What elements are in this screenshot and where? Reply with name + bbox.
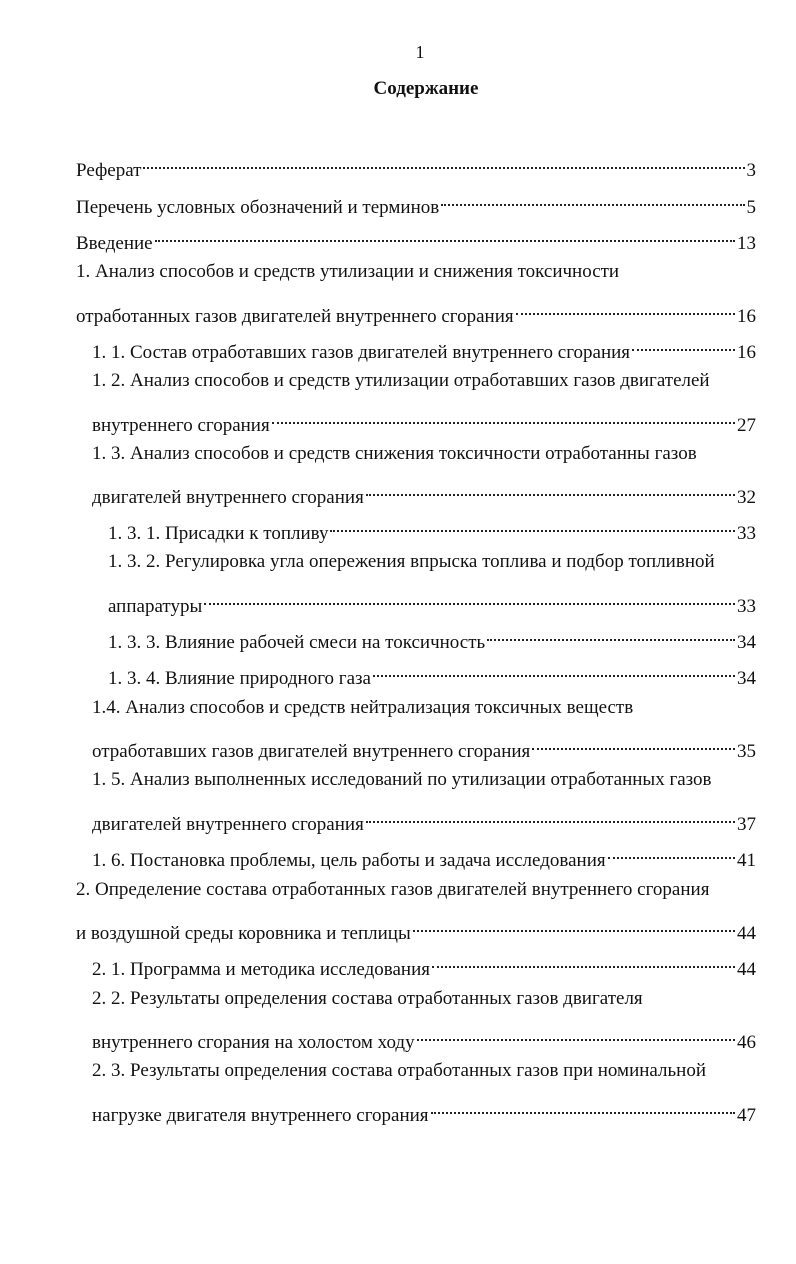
toc-entry-text: 1. 6. Постановка проблемы, цель работы и задача исследования [92,850,606,871]
dot-leader [366,804,735,830]
toc-entry-text: 1. 5. Анализ выполненных исследований по утилизации отработанных газов [92,769,712,790]
toc-entry [92,767,712,793]
dot-leader [432,949,735,975]
toc-entry-text: 2. Определение состава отработанных газов двигателей внутреннего сгорания [76,879,710,900]
toc-entry-text: отработавших газов двигателей внутреннего сгорания [92,741,531,762]
toc-entry-text: 1. 1. Состав отработавших газов двигателей внутреннего сгорания [92,342,631,363]
dot-leader [413,913,735,939]
dot-leader [330,513,735,539]
toc-entry [76,259,619,285]
toc-entry [92,840,756,871]
dot-leader [431,1095,735,1121]
toc-entry-text: 1. 3. 1. Присадки к топливу [108,523,329,544]
toc-entry-text: 1. 3. 2. Регулировка угла опережения впрыска топлива и подбор топливной [108,551,715,572]
toc-entry-text: 1. 3. Анализ способов и средств снижения токсичности отработанны газов [92,443,697,464]
toc-entry [92,1058,706,1084]
toc-entry-page: 35 [737,741,756,762]
toc-entry-text: 1. 3. 3. Влияние рабочей смеси на токсичность [108,632,486,653]
toc-entry-page: 33 [737,523,756,544]
toc-entry-page: 37 [737,814,756,835]
toc-entry-page: 16 [737,306,756,327]
toc-entry [108,622,756,653]
toc-entry [76,296,756,327]
toc-entry-text: 2. 1. Программа и методика исследования [92,959,430,980]
toc-entry-page: 47 [737,1105,756,1126]
toc-entry [92,1022,756,1053]
dot-leader [441,187,744,213]
toc-entry-page: 32 [737,487,756,508]
toc-entry-page: 16 [737,342,756,363]
toc-entry [108,658,756,689]
toc-entry-text: 1. Анализ способов и средств утилизации и снижения токсичности [76,261,620,282]
toc-entry-text: 1. 2. Анализ способов и средств утилизации отработавших газов двигателей [92,370,710,391]
toc-entry-page: 13 [737,233,756,254]
toc-entry [92,405,756,436]
toc-entry-text: Введение [76,233,153,254]
toc-entry-page: 33 [737,596,756,617]
toc-entry-page: 44 [737,923,756,944]
toc-entry-text: 1.4. Анализ способов и средств нейтрализация токсичных веществ [92,697,634,718]
dot-leader [143,150,744,176]
toc-entry-text: 1. 3. 4. Влияние природного газа [108,668,371,689]
dot-leader [487,622,735,648]
dot-leader [272,405,735,431]
dot-leader [155,223,735,249]
toc-entry [92,441,697,467]
toc-entry-text: 2. 3. Результаты определения состава отработанных газов при номинальной [92,1060,707,1081]
toc-entry [92,695,633,721]
toc-entry-page: 34 [737,668,756,689]
toc-entry-text: двигателей внутреннего сгорания [92,814,364,835]
toc-entry-page: 41 [737,850,756,871]
toc-entry-text: двигателей внутреннего сгорания [92,487,364,508]
dot-leader [608,840,735,866]
toc-entry [92,477,756,508]
toc-entry-text: внутреннего сгорания на холостом ходу [92,1032,415,1053]
toc-entry-page: 5 [746,197,756,218]
toc-entry [92,949,756,980]
toc-entry [108,513,756,544]
page-number: 1 [415,42,425,62]
toc-entry [76,187,756,218]
toc-entry-page: 34 [737,632,756,653]
dot-leader [532,731,735,757]
dot-leader [204,586,735,612]
toc-entry-text: Перечень условных обозначений и терминов [76,197,440,218]
toc-entry [92,986,643,1012]
toc-entry [92,731,756,762]
toc-entry [92,368,710,394]
toc-entry-text: 2. 2. Результаты определения состава отработанных газов двигателя [92,988,643,1009]
toc-entry [92,1095,756,1126]
toc-entry [92,804,756,835]
toc-entry-text: Реферат [76,160,142,181]
toc-entry-page: 46 [737,1032,756,1053]
dot-leader [632,332,735,358]
dot-leader [417,1022,735,1048]
dot-leader [516,296,735,322]
toc-entry-text: нагрузке двигателя внутреннего сгорания [92,1105,429,1126]
toc-entry-text: отработанных газов двигателей внутреннего сгорания [76,306,514,327]
toc-entry-page: 3 [746,160,756,181]
toc-entry [76,877,709,903]
toc-entry-text: внутреннего сгорания [92,415,270,436]
dot-leader [373,658,735,684]
toc-entry [108,549,715,575]
page-title: Содержание [373,78,479,99]
toc-entry [92,332,756,363]
toc-entry [76,913,756,944]
toc-entry-text: аппаратуры [108,596,203,617]
toc-entry-page: 44 [737,959,756,980]
toc-entry [108,586,756,617]
toc-entry [76,223,756,254]
dot-leader [366,477,735,503]
toc-entry-page: 27 [737,415,756,436]
toc-entry-text: и воздушной среды коровника и теплицы [76,923,411,944]
toc-entry [76,150,756,181]
